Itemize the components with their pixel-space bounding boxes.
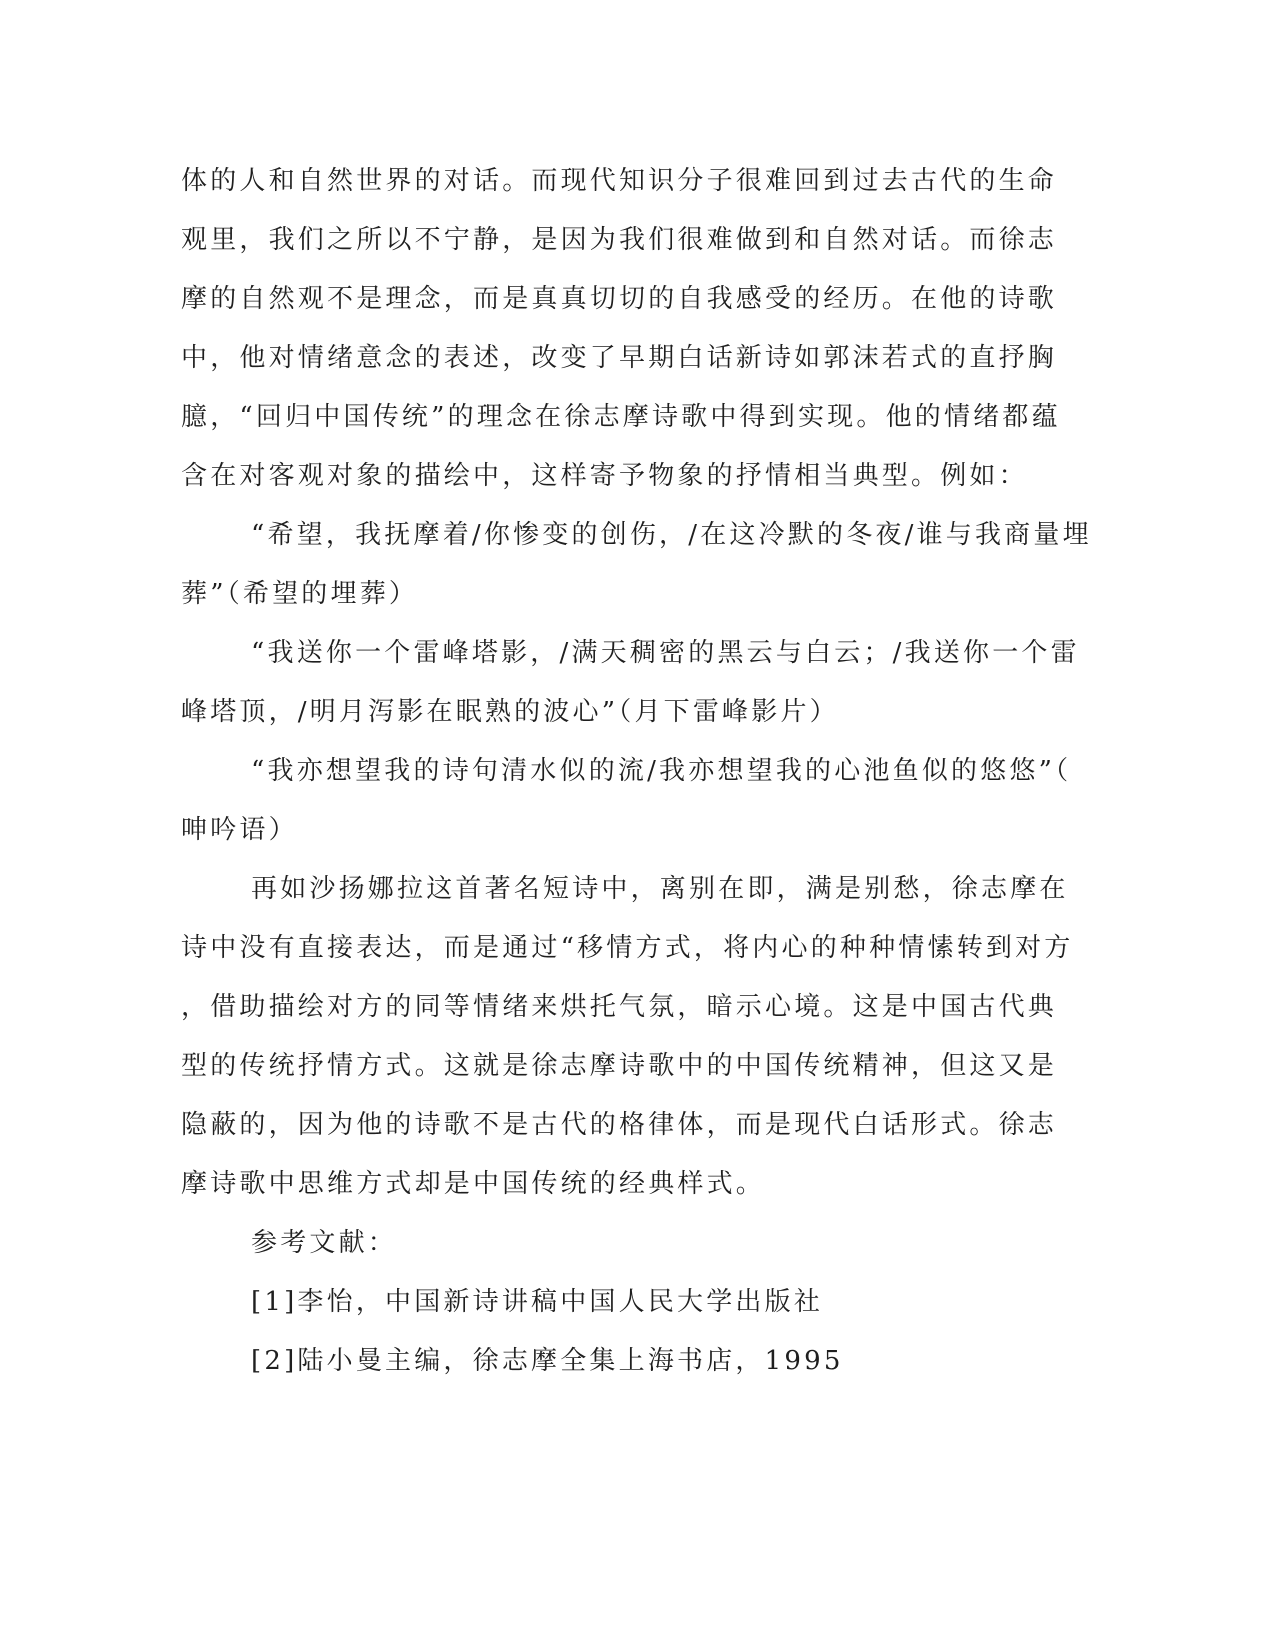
text-line: 型的传统抒情方式。这就是徐志摩诗歌中的中国传统精神，但这又是 [181, 1051, 1058, 1081]
text-line: 摩诗歌中思维方式却是中国传统的经典样式。 [181, 1169, 766, 1199]
poem-quote-line: “我送你一个雷峰塔影，/满天稠密的黑云与白云；/我送你一个雷 [251, 638, 1080, 668]
poem-quote-line: 峰塔顶，/明月泻影在眠熟的波心”（月下雷峰影片） [181, 697, 839, 727]
text-line: 臆，“回归中国传统”的理念在徐志摩诗歌中得到实现。他的情绪都蕴 [181, 402, 1061, 432]
text-line: 含在对客观对象的描绘中，这样寄予物象的抒情相当典型。例如： [181, 461, 1028, 491]
poem-quote-line: 呻吟语） [181, 815, 298, 845]
text-line: 隐蔽的，因为他的诗歌不是古代的格律体，而是现代白话形式。徐志 [181, 1110, 1058, 1140]
text-line: 再如沙扬娜拉这首著名短诗中，离别在即，满是别愁，徐志摩在 [251, 874, 1069, 904]
reference-item: [1]李怡，中国新诗讲稿中国人民大学出版社 [251, 1287, 824, 1317]
text-line: 中，他对情绪意念的表述，改变了早期白话新诗如郭沫若式的直抒胸 [181, 343, 1058, 373]
text-line: 摩的自然观不是理念，而是真真切切的自我感受的经历。在他的诗歌 [181, 284, 1058, 314]
poem-quote-line: “希望，我抚摩着/你惨变的创伤，/在这冷默的冬夜/谁与我商量埋 [251, 520, 1092, 550]
reference-item: [2]陆小曼主编，徐志摩全集上海书店，1995 [251, 1346, 844, 1376]
text-line: ，借助描绘对方的同等情绪来烘托气氛，暗示心境。这是中国古代典 [181, 992, 1058, 1022]
text-line: 体的人和自然世界的对话。而现代知识分子很难回到过去古代的生命 [181, 166, 1058, 196]
text-line: 诗中没有直接表达，而是通过“移情方式，将内心的种种情愫转到对方 [181, 933, 1074, 963]
text-line: 观里，我们之所以不宁静，是因为我们很难做到和自然对话。而徐志 [181, 225, 1058, 255]
poem-quote-line: 葬”（希望的埋葬） [181, 579, 419, 609]
references-heading: 参考文献： [251, 1228, 398, 1258]
poem-quote-line: “我亦想望我的诗句清水似的流/我亦想望我的心池鱼似的悠悠”（ [251, 756, 1072, 786]
